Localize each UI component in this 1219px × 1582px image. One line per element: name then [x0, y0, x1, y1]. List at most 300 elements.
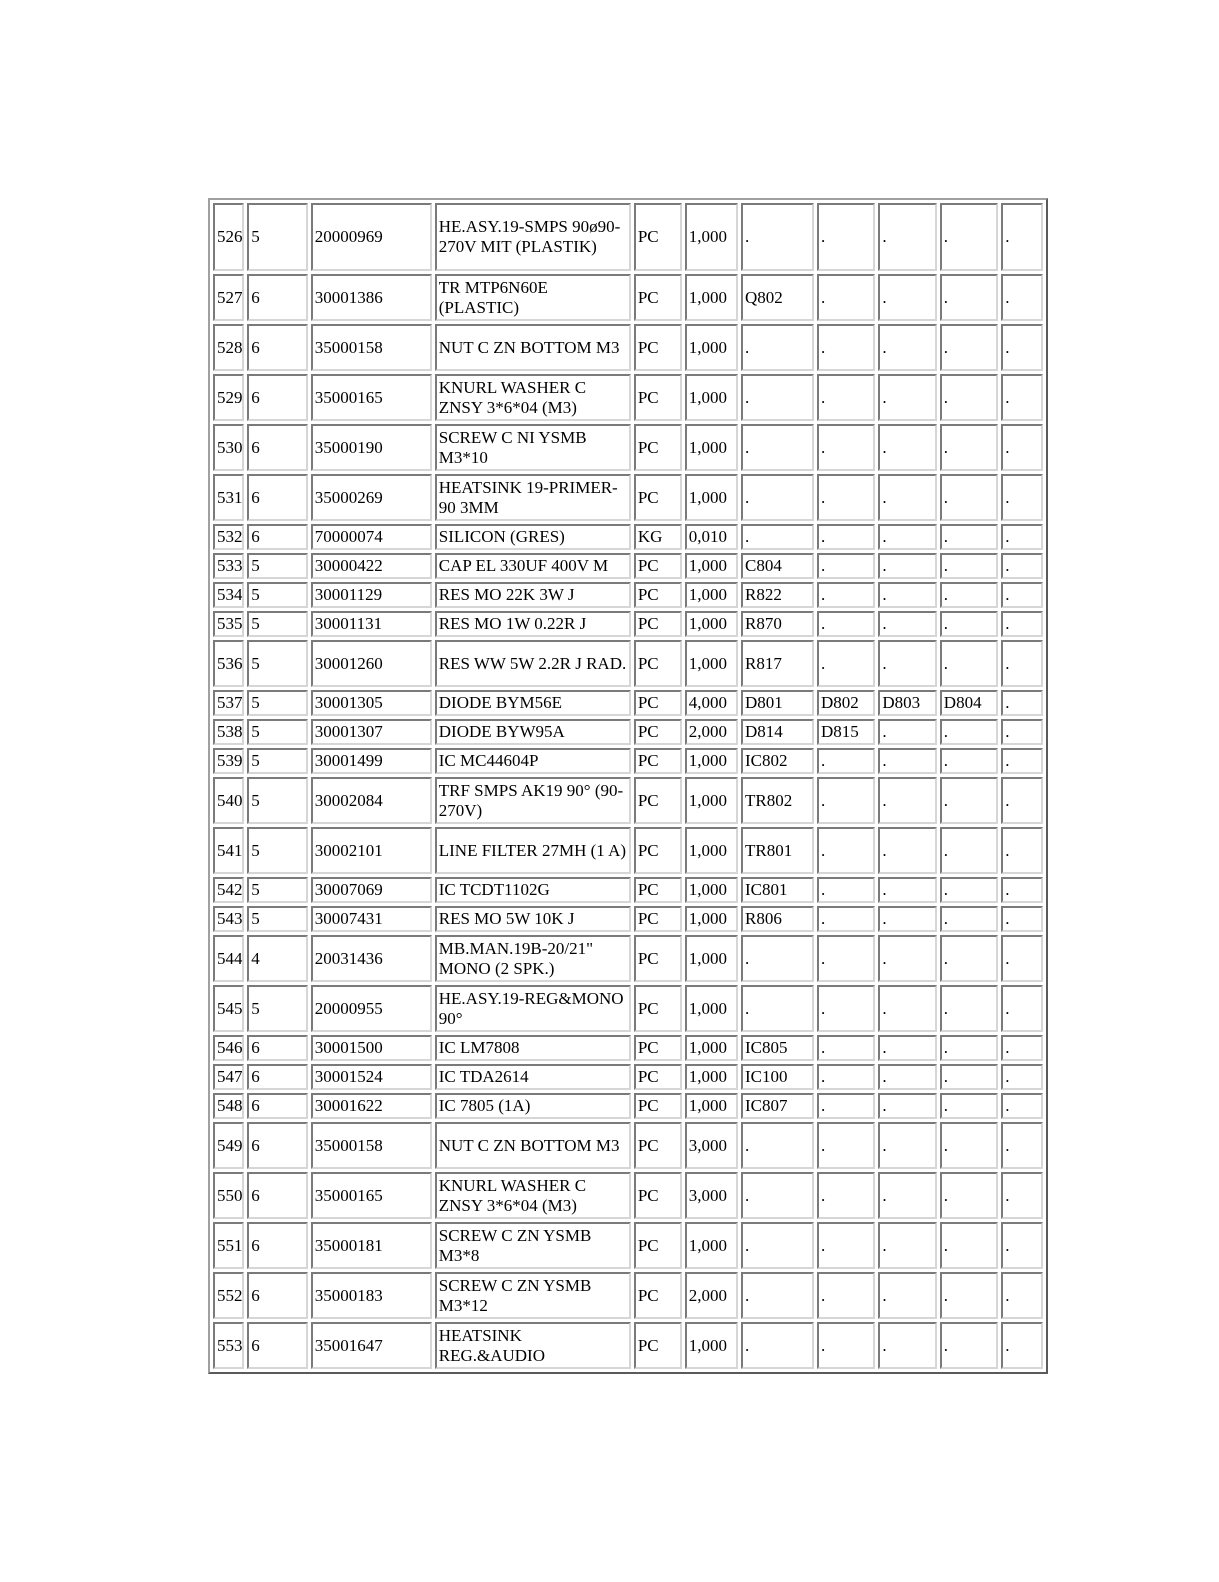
reference-3-cell: .	[878, 611, 936, 637]
reference-4-cell: D804	[940, 690, 998, 716]
part-code-cell: 35000165	[311, 374, 432, 421]
reference-4-cell: .	[940, 582, 998, 608]
unit-cell: PC	[634, 877, 682, 903]
table-row	[213, 374, 1043, 421]
unit-cell: PC	[634, 1222, 682, 1269]
description-cell: IC TDA2614	[435, 1064, 631, 1090]
quantity-cell: 1,000	[685, 611, 738, 637]
quantity-cell: 1,000	[685, 935, 738, 982]
reference-1-cell: TR801	[741, 827, 814, 874]
table-row	[213, 611, 1043, 637]
level-cell: 5	[247, 877, 307, 903]
reference-5-cell: .	[1001, 611, 1043, 637]
reference-4-cell: .	[940, 1322, 998, 1369]
part-code-cell: 35000158	[311, 324, 432, 371]
table-row	[213, 906, 1043, 932]
reference-4-cell: .	[940, 777, 998, 824]
reference-1-cell: .	[741, 374, 814, 421]
table-row	[213, 1172, 1043, 1219]
level-cell: 5	[247, 611, 307, 637]
reference-4-cell: .	[940, 935, 998, 982]
reference-5-cell: .	[1001, 877, 1043, 903]
reference-4-cell: .	[940, 748, 998, 774]
part-code-cell: 30001307	[311, 719, 432, 745]
quantity-cell: 1,000	[685, 1222, 738, 1269]
unit-cell: PC	[634, 324, 682, 371]
unit-cell: PC	[634, 827, 682, 874]
item-number-cell: 552	[213, 1272, 244, 1319]
reference-1-cell: .	[741, 1222, 814, 1269]
part-code-cell: 30000422	[311, 553, 432, 579]
unit-cell: PC	[634, 1272, 682, 1319]
unit-cell: PC	[634, 1322, 682, 1369]
item-number-cell: 532	[213, 524, 244, 550]
description-cell: DIODE BYM56E	[435, 690, 631, 716]
table-row	[213, 877, 1043, 903]
part-code-cell: 70000074	[311, 524, 432, 550]
reference-2-cell: .	[817, 1322, 875, 1369]
reference-5-cell: .	[1001, 524, 1043, 550]
reference-3-cell: .	[878, 719, 936, 745]
item-number-cell: 547	[213, 1064, 244, 1090]
table-row	[213, 1222, 1043, 1269]
part-code-cell: 35000183	[311, 1272, 432, 1319]
reference-2-cell: .	[817, 1035, 875, 1061]
level-cell: 5	[247, 777, 307, 824]
reference-5-cell: .	[1001, 582, 1043, 608]
reference-4-cell: .	[940, 474, 998, 521]
description-cell: TRF SMPS AK19 90° (90-270V)	[435, 777, 631, 824]
reference-1-cell: IC802	[741, 748, 814, 774]
reference-1-cell: .	[741, 203, 814, 271]
reference-1-cell: IC807	[741, 1093, 814, 1119]
reference-1-cell: .	[741, 324, 814, 371]
reference-2-cell: .	[817, 640, 875, 687]
part-code-cell: 30001386	[311, 274, 432, 321]
reference-5-cell: .	[1001, 324, 1043, 371]
reference-5-cell: .	[1001, 374, 1043, 421]
reference-1-cell: R870	[741, 611, 814, 637]
reference-4-cell: .	[940, 1093, 998, 1119]
reference-5-cell: .	[1001, 1172, 1043, 1219]
part-code-cell: 30001131	[311, 611, 432, 637]
item-number-cell: 530	[213, 424, 244, 471]
reference-3-cell: .	[878, 374, 936, 421]
reference-3-cell: .	[878, 524, 936, 550]
quantity-cell: 1,000	[685, 640, 738, 687]
reference-2-cell: .	[817, 906, 875, 932]
quantity-cell: 4,000	[685, 690, 738, 716]
unit-cell: PC	[634, 1122, 682, 1169]
item-number-cell: 531	[213, 474, 244, 521]
part-code-cell: 35000269	[311, 474, 432, 521]
level-cell: 6	[247, 524, 307, 550]
reference-3-cell: .	[878, 424, 936, 471]
unit-cell: PC	[634, 690, 682, 716]
reference-1-cell: IC100	[741, 1064, 814, 1090]
reference-2-cell: .	[817, 1064, 875, 1090]
reference-3-cell: .	[878, 553, 936, 579]
reference-3-cell: D803	[878, 690, 936, 716]
description-cell: RES WW 5W 2.2R J RAD.	[435, 640, 631, 687]
reference-3-cell: .	[878, 777, 936, 824]
part-code-cell: 30001129	[311, 582, 432, 608]
reference-2-cell: .	[817, 1222, 875, 1269]
level-cell: 5	[247, 640, 307, 687]
part-code-cell: 30001305	[311, 690, 432, 716]
part-code-cell: 35000181	[311, 1222, 432, 1269]
reference-5-cell: .	[1001, 1035, 1043, 1061]
reference-3-cell: .	[878, 827, 936, 874]
reference-5-cell: .	[1001, 1272, 1043, 1319]
reference-2-cell: .	[817, 1272, 875, 1319]
reference-5-cell: .	[1001, 985, 1043, 1032]
reference-3-cell: .	[878, 324, 936, 371]
unit-cell: PC	[634, 424, 682, 471]
description-cell: HEATSINK REG.&AUDIO	[435, 1322, 631, 1369]
reference-5-cell: .	[1001, 553, 1043, 579]
description-cell: RES MO 22K 3W J	[435, 582, 631, 608]
description-cell: CAP EL 330UF 400V M	[435, 553, 631, 579]
unit-cell: PC	[634, 1035, 682, 1061]
table-row	[213, 324, 1043, 371]
quantity-cell: 1,000	[685, 906, 738, 932]
reference-4-cell: .	[940, 985, 998, 1032]
level-cell: 5	[247, 827, 307, 874]
quantity-cell: 1,000	[685, 203, 738, 271]
reference-4-cell: .	[940, 827, 998, 874]
reference-2-cell: .	[817, 935, 875, 982]
reference-3-cell: .	[878, 906, 936, 932]
reference-4-cell: .	[940, 524, 998, 550]
reference-4-cell: .	[940, 324, 998, 371]
reference-5-cell: .	[1001, 203, 1043, 271]
parts-table	[208, 198, 1048, 1374]
reference-3-cell: .	[878, 1122, 936, 1169]
unit-cell: PC	[634, 1093, 682, 1119]
reference-3-cell: .	[878, 748, 936, 774]
level-cell: 6	[247, 1272, 307, 1319]
reference-5-cell: .	[1001, 1093, 1043, 1119]
quantity-cell: 1,000	[685, 324, 738, 371]
unit-cell: PC	[634, 777, 682, 824]
reference-2-cell: .	[817, 748, 875, 774]
reference-4-cell: .	[940, 877, 998, 903]
item-number-cell: 545	[213, 985, 244, 1032]
reference-2-cell: .	[817, 777, 875, 824]
description-cell: HE.ASY.19-SMPS 90ø90-270V MIT (PLASTIK)	[435, 203, 631, 271]
part-code-cell: 30007069	[311, 877, 432, 903]
quantity-cell: 1,000	[685, 877, 738, 903]
table-row	[213, 1122, 1043, 1169]
quantity-cell: 1,000	[685, 474, 738, 521]
table-row	[213, 203, 1043, 271]
level-cell: 5	[247, 906, 307, 932]
reference-3-cell: .	[878, 1035, 936, 1061]
table-row	[213, 640, 1043, 687]
item-number-cell: 534	[213, 582, 244, 608]
quantity-cell: 1,000	[685, 1093, 738, 1119]
description-cell: DIODE BYW95A	[435, 719, 631, 745]
table-row	[213, 935, 1043, 982]
reference-1-cell: .	[741, 1322, 814, 1369]
reference-1-cell: R822	[741, 582, 814, 608]
table-row	[213, 524, 1043, 550]
item-number-cell: 535	[213, 611, 244, 637]
quantity-cell: 3,000	[685, 1122, 738, 1169]
part-code-cell: 35001647	[311, 1322, 432, 1369]
reference-3-cell: .	[878, 1064, 936, 1090]
part-code-cell: 20000955	[311, 985, 432, 1032]
unit-cell: PC	[634, 374, 682, 421]
reference-1-cell: D801	[741, 690, 814, 716]
reference-1-cell: .	[741, 1272, 814, 1319]
item-number-cell: 537	[213, 690, 244, 716]
table-row	[213, 424, 1043, 471]
description-cell: RES MO 5W 10K J	[435, 906, 631, 932]
part-code-cell: 20000969	[311, 203, 432, 271]
reference-5-cell: .	[1001, 935, 1043, 982]
reference-4-cell: .	[940, 1035, 998, 1061]
level-cell: 5	[247, 203, 307, 271]
item-number-cell: 526	[213, 203, 244, 271]
reference-5-cell: .	[1001, 719, 1043, 745]
table-row	[213, 1064, 1043, 1090]
reference-3-cell: .	[878, 1272, 936, 1319]
reference-2-cell: .	[817, 274, 875, 321]
reference-1-cell: Q802	[741, 274, 814, 321]
level-cell: 4	[247, 935, 307, 982]
unit-cell: KG	[634, 524, 682, 550]
reference-5-cell: .	[1001, 640, 1043, 687]
description-cell: NUT C ZN BOTTOM M3	[435, 324, 631, 371]
reference-3-cell: .	[878, 640, 936, 687]
level-cell: 6	[247, 1322, 307, 1369]
reference-5-cell: .	[1001, 1222, 1043, 1269]
quantity-cell: 1,000	[685, 748, 738, 774]
reference-2-cell: D815	[817, 719, 875, 745]
quantity-cell: 2,000	[685, 1272, 738, 1319]
reference-2-cell: .	[817, 203, 875, 271]
description-cell: IC LM7808	[435, 1035, 631, 1061]
item-number-cell: 553	[213, 1322, 244, 1369]
reference-1-cell: .	[741, 985, 814, 1032]
level-cell: 6	[247, 1064, 307, 1090]
reference-3-cell: .	[878, 274, 936, 321]
reference-4-cell: .	[940, 553, 998, 579]
level-cell: 6	[247, 374, 307, 421]
part-code-cell: 30001500	[311, 1035, 432, 1061]
reference-3-cell: .	[878, 1222, 936, 1269]
part-code-cell: 30007431	[311, 906, 432, 932]
level-cell: 6	[247, 1172, 307, 1219]
quantity-cell: 1,000	[685, 777, 738, 824]
description-cell: HE.ASY.19-REG&MONO 90°	[435, 985, 631, 1032]
reference-3-cell: .	[878, 1172, 936, 1219]
quantity-cell: 0,010	[685, 524, 738, 550]
quantity-cell: 1,000	[685, 374, 738, 421]
item-number-cell: 529	[213, 374, 244, 421]
level-cell: 5	[247, 553, 307, 579]
level-cell: 6	[247, 324, 307, 371]
reference-2-cell: .	[817, 553, 875, 579]
item-number-cell: 544	[213, 935, 244, 982]
reference-2-cell: .	[817, 877, 875, 903]
item-number-cell: 548	[213, 1093, 244, 1119]
unit-cell: PC	[634, 719, 682, 745]
quantity-cell: 1,000	[685, 985, 738, 1032]
reference-2-cell: .	[817, 611, 875, 637]
level-cell: 6	[247, 1122, 307, 1169]
level-cell: 5	[247, 719, 307, 745]
quantity-cell: 1,000	[685, 1035, 738, 1061]
reference-1-cell: IC805	[741, 1035, 814, 1061]
table-row	[213, 1093, 1043, 1119]
reference-4-cell: .	[940, 374, 998, 421]
part-code-cell: 35000158	[311, 1122, 432, 1169]
reference-5-cell: .	[1001, 906, 1043, 932]
item-number-cell: 550	[213, 1172, 244, 1219]
table-row	[213, 582, 1043, 608]
description-cell: IC MC44604P	[435, 748, 631, 774]
reference-3-cell: .	[878, 1322, 936, 1369]
table-row	[213, 1272, 1043, 1319]
quantity-cell: 1,000	[685, 274, 738, 321]
reference-5-cell: .	[1001, 274, 1043, 321]
part-code-cell: 20031436	[311, 935, 432, 982]
description-cell: KNURL WASHER C ZNSY 3*6*04 (M3)	[435, 374, 631, 421]
level-cell: 6	[247, 1222, 307, 1269]
reference-5-cell: .	[1001, 1322, 1043, 1369]
reference-1-cell: D814	[741, 719, 814, 745]
reference-2-cell: .	[817, 1093, 875, 1119]
item-number-cell: 546	[213, 1035, 244, 1061]
description-cell: IC TCDT1102G	[435, 877, 631, 903]
description-cell: SCREW C ZN YSMB M3*12	[435, 1272, 631, 1319]
quantity-cell: 1,000	[685, 827, 738, 874]
item-number-cell: 538	[213, 719, 244, 745]
item-number-cell: 549	[213, 1122, 244, 1169]
reference-2-cell: .	[817, 474, 875, 521]
reference-5-cell: .	[1001, 424, 1043, 471]
table-row	[213, 827, 1043, 874]
table-row	[213, 553, 1043, 579]
reference-3-cell: .	[878, 877, 936, 903]
table-row	[213, 274, 1043, 321]
table-row	[213, 777, 1043, 824]
unit-cell: PC	[634, 474, 682, 521]
part-code-cell: 30002084	[311, 777, 432, 824]
item-number-cell: 541	[213, 827, 244, 874]
unit-cell: PC	[634, 640, 682, 687]
description-cell: SCREW C NI YSMB M3*10	[435, 424, 631, 471]
description-cell: RES MO 1W 0.22R J	[435, 611, 631, 637]
quantity-cell: 3,000	[685, 1172, 738, 1219]
reference-2-cell: .	[817, 1122, 875, 1169]
description-cell: NUT C ZN BOTTOM M3	[435, 1122, 631, 1169]
reference-5-cell: .	[1001, 748, 1043, 774]
reference-3-cell: .	[878, 474, 936, 521]
unit-cell: PC	[634, 553, 682, 579]
level-cell: 6	[247, 474, 307, 521]
reference-4-cell: .	[940, 719, 998, 745]
reference-1-cell: .	[741, 1172, 814, 1219]
reference-5-cell: .	[1001, 827, 1043, 874]
reference-5-cell: .	[1001, 1064, 1043, 1090]
description-cell: SCREW C ZN YSMB M3*8	[435, 1222, 631, 1269]
unit-cell: PC	[634, 582, 682, 608]
description-cell: HEATSINK 19-PRIMER-90 3MM	[435, 474, 631, 521]
quantity-cell: 2,000	[685, 719, 738, 745]
level-cell: 6	[247, 1035, 307, 1061]
unit-cell: PC	[634, 935, 682, 982]
quantity-cell: 1,000	[685, 424, 738, 471]
reference-4-cell: .	[940, 906, 998, 932]
unit-cell: PC	[634, 985, 682, 1032]
reference-2-cell: .	[817, 1172, 875, 1219]
reference-1-cell: .	[741, 524, 814, 550]
reference-2-cell: .	[817, 985, 875, 1032]
reference-2-cell: .	[817, 582, 875, 608]
level-cell: 6	[247, 424, 307, 471]
parts-table-body	[213, 203, 1043, 1369]
part-code-cell: 35000165	[311, 1172, 432, 1219]
reference-2-cell: .	[817, 324, 875, 371]
table-row	[213, 1322, 1043, 1369]
item-number-cell: 543	[213, 906, 244, 932]
reference-5-cell: .	[1001, 690, 1043, 716]
item-number-cell: 539	[213, 748, 244, 774]
item-number-cell: 536	[213, 640, 244, 687]
unit-cell: PC	[634, 748, 682, 774]
reference-2-cell: .	[817, 524, 875, 550]
description-cell: SILICON (GRES)	[435, 524, 631, 550]
description-cell: IC 7805 (1A)	[435, 1093, 631, 1119]
reference-3-cell: .	[878, 1093, 936, 1119]
level-cell: 5	[247, 985, 307, 1032]
quantity-cell: 1,000	[685, 1322, 738, 1369]
quantity-cell: 1,000	[685, 582, 738, 608]
reference-4-cell: .	[940, 611, 998, 637]
reference-1-cell: .	[741, 935, 814, 982]
unit-cell: PC	[634, 203, 682, 271]
unit-cell: PC	[634, 274, 682, 321]
item-number-cell: 527	[213, 274, 244, 321]
reference-4-cell: .	[940, 203, 998, 271]
reference-1-cell: R806	[741, 906, 814, 932]
reference-4-cell: .	[940, 1222, 998, 1269]
unit-cell: PC	[634, 1172, 682, 1219]
description-cell: KNURL WASHER C ZNSY 3*6*04 (M3)	[435, 1172, 631, 1219]
item-number-cell: 533	[213, 553, 244, 579]
reference-4-cell: .	[940, 1122, 998, 1169]
level-cell: 5	[247, 582, 307, 608]
reference-1-cell: .	[741, 424, 814, 471]
table-row	[213, 474, 1043, 521]
reference-3-cell: .	[878, 985, 936, 1032]
reference-4-cell: .	[940, 1172, 998, 1219]
reference-2-cell: .	[817, 827, 875, 874]
reference-5-cell: .	[1001, 1122, 1043, 1169]
description-cell: MB.MAN.19B-20/21" MONO (2 SPK.)	[435, 935, 631, 982]
level-cell: 6	[247, 1093, 307, 1119]
reference-1-cell: TR802	[741, 777, 814, 824]
quantity-cell: 1,000	[685, 553, 738, 579]
table-row	[213, 748, 1043, 774]
level-cell: 5	[247, 748, 307, 774]
reference-3-cell: .	[878, 935, 936, 982]
reference-4-cell: .	[940, 274, 998, 321]
